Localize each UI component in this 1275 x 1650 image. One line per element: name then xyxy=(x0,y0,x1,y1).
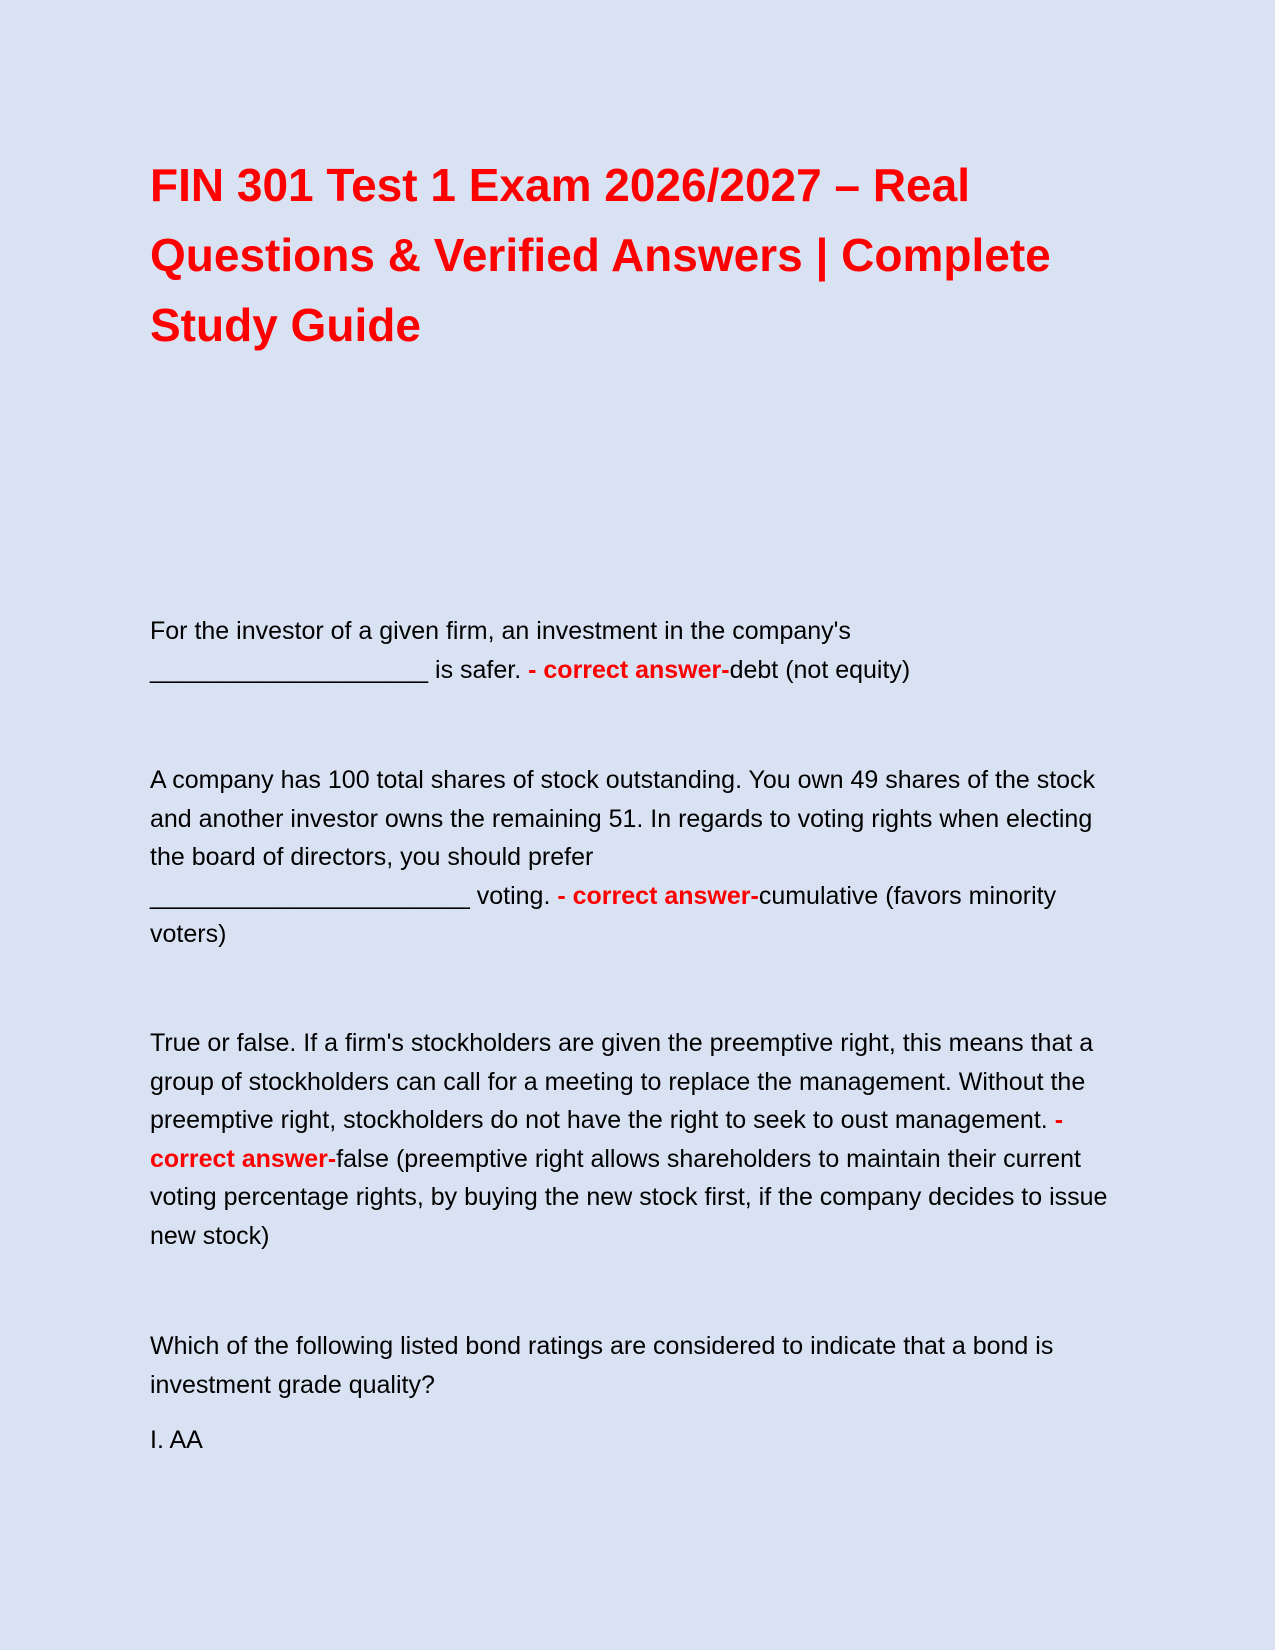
question-1-text: For the investor of a given firm, an investment in the company's xyxy=(150,617,851,645)
question-1 xyxy=(150,612,1120,689)
question-4-option-1: I. AA xyxy=(150,1426,203,1454)
question-3-answer: false (preemptive right allows shareholders to maintain their current voting percentage rights, by buying the new stock first, if the company decides to issue new stock) xyxy=(150,1144,1108,1250)
question-2-blank: _______________________ xyxy=(150,881,470,910)
title-block xyxy=(150,150,1130,360)
answer-tag-3: - correct answer- xyxy=(150,1106,1064,1173)
answer-tag-1: - correct answer- xyxy=(528,655,730,684)
question-2-answer: cumulative (favors minority voters) xyxy=(150,881,1057,948)
question-2-text-after: voting. xyxy=(469,881,558,910)
question-1-answer: debt (not equity) xyxy=(729,655,911,684)
question-1-text-after: is safer. xyxy=(428,655,529,684)
question-2 xyxy=(150,761,1120,954)
question-3-text: True or false. If a firm's stockholders are given the preemptive right, this means that a group of stockholders can call for a meeting to replace the management. Without the preemptive right, stockholders do not have the right to seek to oust management. xyxy=(150,1029,1094,1134)
question-2-text: A company has 100 total shares of stock outstanding. You own 49 shares of the stock and another investor owns the remaining 51. In regards to voting rights when electing the board of directors, you should prefer xyxy=(150,766,1096,871)
answer-tag-2: - correct answer- xyxy=(557,881,759,910)
question-3 xyxy=(150,1024,1120,1255)
page-title: FIN 301 Test 1 Exam 2026/2027 – Real Questions & Verified Answers | Complete Study Guide xyxy=(150,159,1051,351)
question-1-blank: ____________________ xyxy=(150,655,429,684)
question-4-text: Which of the following listed bond ratings are considered to indicate that a bond is investment grade quality? xyxy=(150,1332,1054,1399)
question-4 xyxy=(150,1327,1120,1404)
